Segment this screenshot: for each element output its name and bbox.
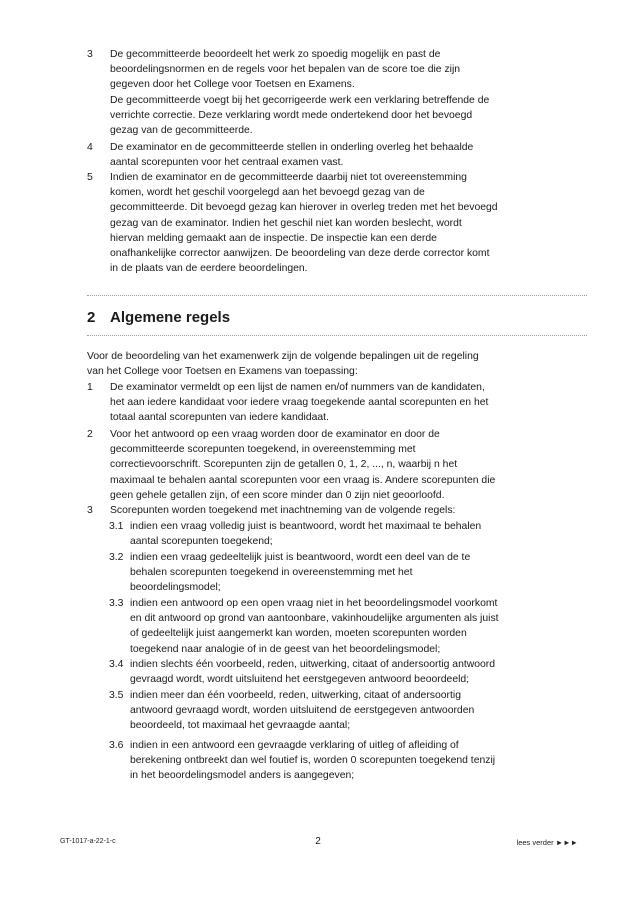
sub-list-item [109,657,579,688]
item-number: 1 [87,382,93,393]
sub-item-number: 3.6 [109,740,124,751]
sub-list-item [109,688,579,734]
sub-item-text: indien een antwoord op een open vraag niet in het beoordelingsmodel voorkomt en dit antwoord op grond van aantoonbare, vakinhoudelijke argumenten als juist of gedeeltelijk juist aangemerkt kan worden, moeten scorepunten worden toegekend naar analogie of in de geest van het beoordelingsmodel; [130,598,499,655]
sub-item-text: indien een vraag gedeeltelijk juist is beantwoord, wordt een deel van de te behalen scorepunten toegekend in overeenstemming met het beoordelingsmodel; [130,552,471,594]
section-divider [87,335,587,336]
section-title: Algemene regels [110,309,231,326]
section-intro: Voor de beoordeling van het examenwerk zijn de volgende bepalingen uit de regeling van het College voor Toetsen en Examens van toepassing: [87,351,479,378]
item-number: 4 [87,142,93,153]
list-item [87,427,587,504]
continue-label: lees verder ►►► [516,838,578,847]
sub-list-item [109,596,579,658]
item-text: De examinator en de gecommitteerde stellen in onderling overleg het behaalde aantal scorepunten voor het centraal examen vast. [110,142,474,169]
sub-item-text: indien slechts één voorbeeld, reden, uitwerking, citaat of andersoortig antwoord gevraagd wordt, wordt uitsluitend het eerstgegeven antwoord beoordeeld; [130,659,496,686]
footer-code: GT-1017-a-22-1-c [60,838,116,845]
list-item [87,503,587,519]
item-text: Indien de examinator en de gecommitteerde daarbij niet tot overeenstemming komen, wordt het geschil voorgelegd aan het bevoegd gezag van de gecommitteerde. Dit bevoegd gezag kan hierover in overleg treden met het bevoegd gezag van de examinator. Indien het geschil niet kan worden beslecht, wordt hiervan melding gemaakt aan de inspectie. De inspectie kan een derde onafhankelijke corrector aanwijzen. De beoordeling van deze derde corrector komt in de plaats van de eerdere beoordelingen. [110,172,498,275]
item-text: Scorepunten worden toegekend met inachtneming van de volgende regels: [110,505,456,516]
sub-list-item [109,519,579,550]
list-item [87,47,587,139]
sub-list-item [109,738,579,784]
section-divider [87,295,587,296]
section-heading [87,309,230,326]
sub-item-text: indien in een antwoord een gevraagde verklaring of uitleg of afleiding of berekening ontbreekt dan wel foutief is, worden 0 scorepunten toegekend tenzij in het beoordelingsmodel anders is aangegeven; [130,740,496,782]
item-number: 2 [87,429,93,440]
sub-item-number: 3.3 [109,598,124,609]
sub-item-number: 3.2 [109,552,124,563]
sub-item-number: 3.4 [109,659,124,670]
sub-item-number: 3.5 [109,690,124,701]
section-number: 2 [87,309,96,326]
list-item [87,140,587,171]
item-text: De examinator vermeldt op een lijst de namen en/of nummers van de kandidaten, het aan iedere kandidaat voor iedere vraag toegekende aantal scorepunten en het totaal aantal scorepunten van iedere kandidaat. [110,382,489,424]
item-number: 3 [87,505,93,516]
item-number: 5 [87,172,93,183]
item-text: De gecommitteerde beoordeelt het werk zo spoedig mogelijk en past de beoordelingsnormen en de regels voor het bepalen van de score toe die zijn gegeven door het College voor Toetsen en Examens. De gecommitteerde voegt bij het gecorrigeerde werk een verklaring betreffende de verrichte correctie. Deze verklaring wordt mede ondertekend door het bevoegd gezag van de gecommitteerde. [110,49,490,137]
item-text: Voor het antwoord op een vraag worden door de examinator en door de gecommitteerde scorepunten toegekend, in overeenstemming met correctievoorschrift. Scorepunten zijn de getallen 0, 1, 2, ..., n, waarbij n het maximaal te behalen aantal scorepunten voor een vraag is. Andere scorepunten die geen gehele getallen zijn, of een score minder dan 0 zijn niet geoorloofd. [110,429,496,501]
sub-item-text: indien meer dan één voorbeeld, reden, uitwerking, citaat of andersoortig antwoord gevraagd wordt, worden uitsluitend de eerstgegeven antwoorden beoordeeld, tot maximaal het gevraagde aantal; [130,690,475,732]
sub-item-text: indien een vraag volledig juist is beantwoord, wordt het maximaal te behalen aantal scorepunten toegekend; [130,521,482,548]
list-item [87,170,587,278]
item-number: 3 [87,49,93,60]
page-number: 2 [315,836,321,847]
sub-item-number: 3.1 [109,521,124,532]
sub-list-item [109,550,579,596]
list-item [87,380,587,426]
